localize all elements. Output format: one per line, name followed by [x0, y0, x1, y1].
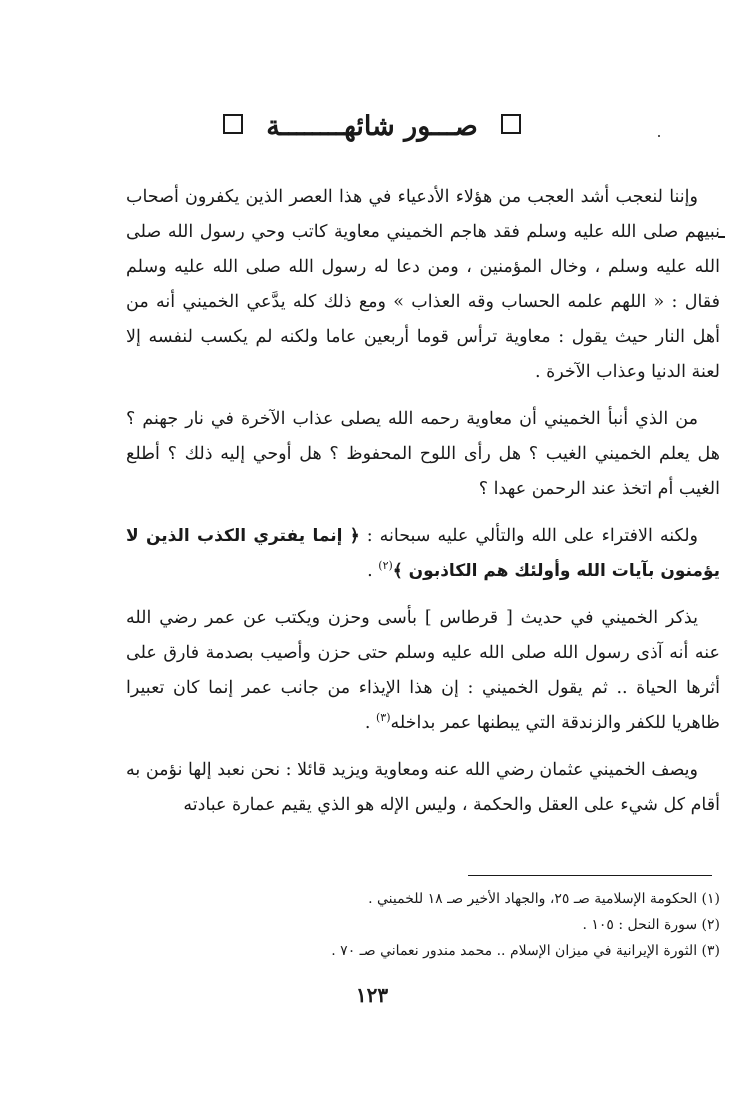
body-text: [126, 180, 720, 835]
heading-title: صـــور شائهــــــــة: [266, 111, 478, 142]
paragraph-3-intro: ولكنه الافتراء على الله والتألي عليه سبحانه :: [366, 526, 698, 546]
heading-box-ornament-right: [501, 114, 521, 134]
paragraph-1: وإننا لنعجب أشد العجب من هؤلاء الأدعياء في هذا العصر الذين يكفرون أصحاب نبيهم صلى الله عليه وسلم فقد هاجم الخميني معاوية كاتب وحي رسول الله صلى الله عليه وسلم ، وخال المؤمنين ، ومن دعا له رسول الله صلى الله عليه وسلم فقال : « اللهم علمه الحساب وقه العذاب » ومع ذلك كله يدَّعي الخميني أنه من أهل النار حيث يقول : معاوية ترأس قوما أربعين عاما ولكنه لم يكسب لنفسه إلا لعنة الدنيا وعذاب الآخرة .: [126, 187, 720, 382]
paragraph-4-end: .: [364, 713, 371, 733]
footnote-ref-2: (٢): [378, 559, 393, 573]
footnote-ref-3: (٣): [375, 711, 391, 725]
footnotes: [120, 886, 720, 964]
footnote-divider: [468, 875, 712, 876]
page-number: ١٢٣: [355, 983, 389, 1007]
heading-box-ornament-left: [223, 114, 243, 134]
paragraph-5: ويصف الخميني عثمان رضي الله عنه ومعاوية ويزيد قائلا : نحن نعبد إلها نؤمن به أقام كل شيء على العقل والحكمة ، وليس الإله هو الذي يقيم عمارة عبادته: [126, 760, 720, 815]
footnote-1: (١) الحكومة الإسلامية صـ ٢٥، والجهاد الأخير صـ ١٨ للخميني .: [368, 891, 720, 907]
footnote-3: (٣) الثورة الإيرانية في ميزان الإسلام .. محمد مندور نعماني صـ ٧٠ .: [331, 943, 720, 959]
paragraph-3: [126, 519, 720, 589]
paragraph-4: [126, 601, 720, 741]
paragraph-3-end: .: [367, 561, 373, 581]
quran-verse: ﴿ إنما يفتري الكذب الذين لا يؤمنون بآيات الله وأولئك هم الكاذبون ﴾: [126, 526, 720, 581]
paragraph-2: من الذي أنبأ الخميني أن معاوية رحمه الله يصلى عذاب الآخرة في نار جهنم ؟ هل يعلم الخميني الغيب ؟ هل رأى اللوح المحفوظ ؟ هل أوحي إليه ذلك ؟ أطلع الغيب أم اتخذ عند الرحمن عهدا ؟: [126, 409, 720, 499]
paragraph-4-text: يذكر الخميني في حديث [ قرطاس ] بأسى وحزن ويكتب عن عمر رضي الله عنه أنه آذى رسول الله صلى الله عليه وسلم حتى حزن وأصيب بصدمة فارق على أثرها الحياة .. ثم يقول الخميني : إن هذا الإيذاء من جانب عمر إنما كان تعبيرا ظاهريا للكفر والزندقة التي يبطنها عمر بداخله: [126, 608, 720, 733]
section-heading: [0, 110, 744, 142]
footnote-2: (٢) سورة النحل : ١٠٥ .: [582, 917, 720, 933]
